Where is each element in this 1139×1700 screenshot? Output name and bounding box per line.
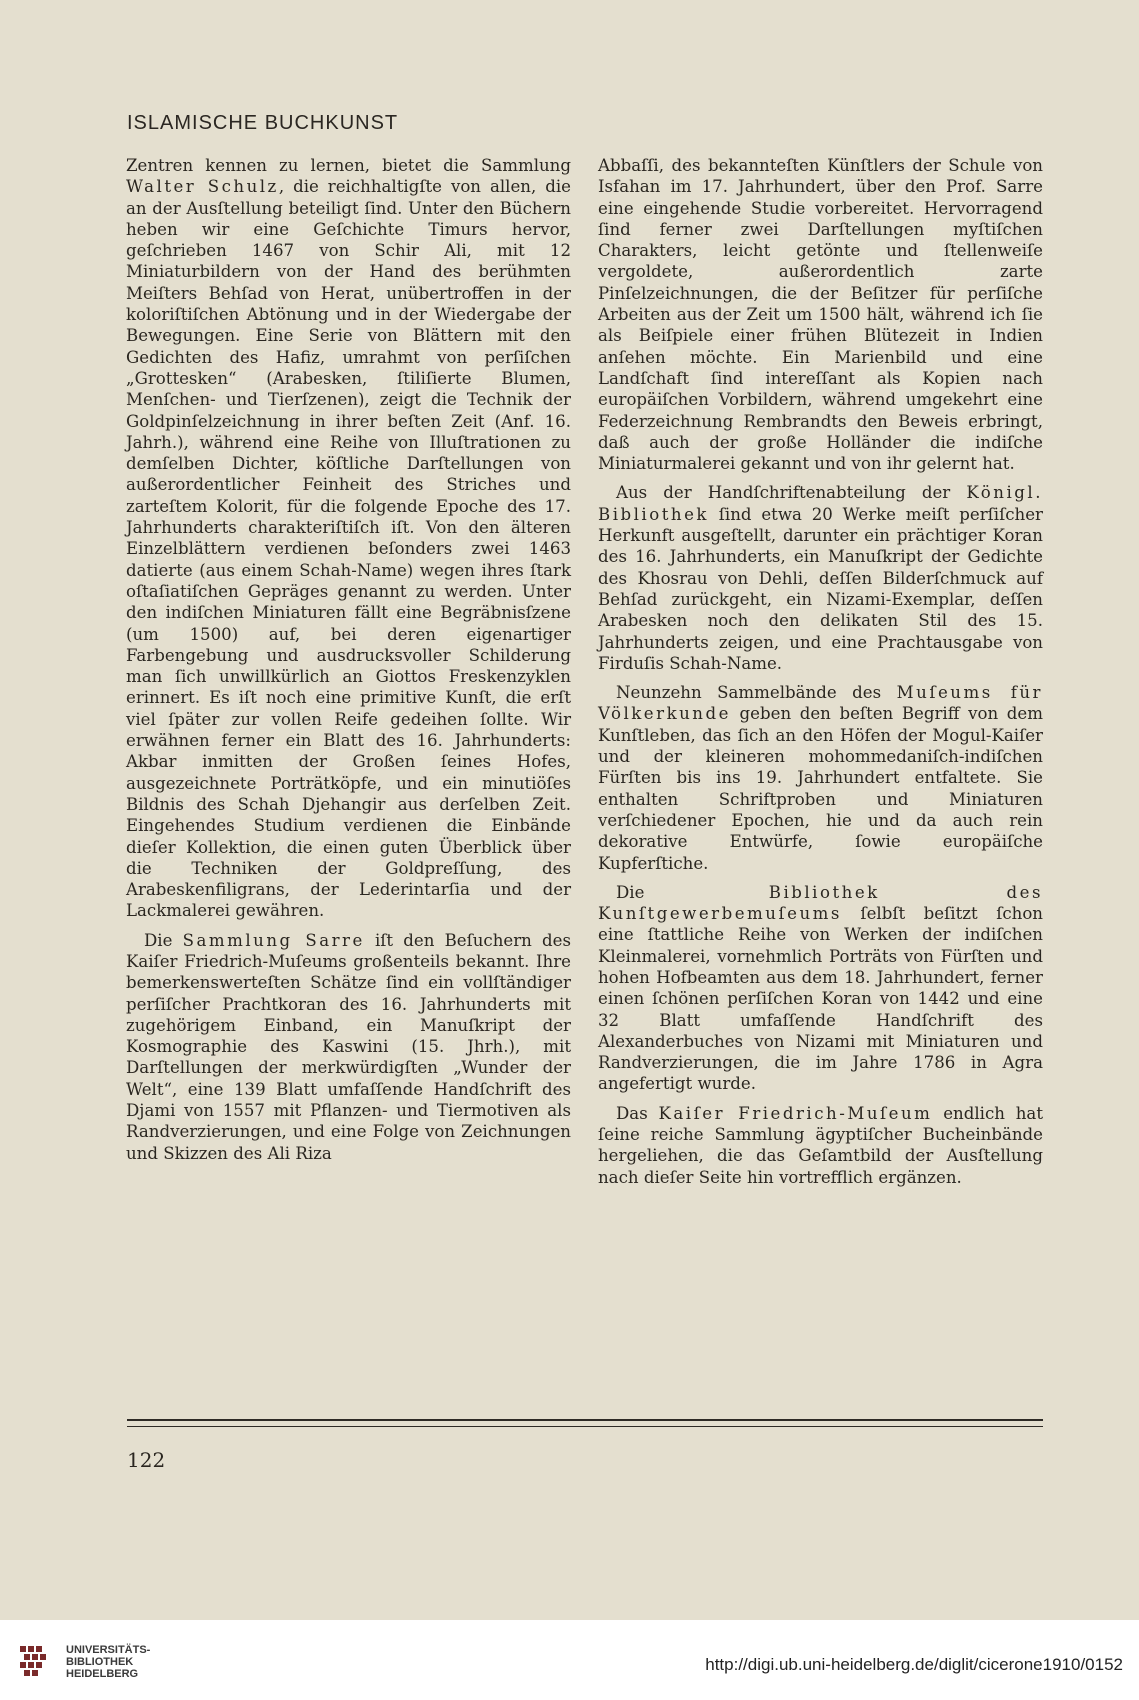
spaced-name: Sammlung Sarre xyxy=(182,930,365,950)
text-run: Die xyxy=(144,930,183,950)
page-number: 122 xyxy=(127,1448,166,1472)
paragraph xyxy=(598,682,1043,874)
paragraph: Abbaſſi, des bekannteſten Künſtlers der Schule von Isfahan im 17. Jahrhundert, über den Prof. Sarre eine eingehende Studie vorbereitet. Hervorragend ſind ferner zwei Darſtellungen myſtiſchen Charakters, leicht getönte und ſtellenweiſe vergoldete, außerordentlich zarte Pinſelzeichnungen, die der Beſitzer für perſiſche Arbeiten aus der Zeit um 1500 hält, während ich ſie als Beiſpiele einer frühen Blütezeit in Indien anſehen möchte. Ein Marienbild und eine Landſchaft ſind intereſſant als Kopien nach europäiſchen Vorbildern, während umgekehrt eine Federzeichnung Rembrandts den Beweis erbringt, daß auch der große Holländer die indiſche Miniaturmalerei gekannt und von ihr gelernt hat. xyxy=(598,156,1043,474)
text-run: iſt den Beſuchern des Kaiſer Friedrich-Muſeums großenteils bekannt. Ihre bemerkenswerteſten Schätze ſind ein vollſtändiger perſiſcher Prachtkoran des 16. Jahrhunderts mit zugehörigem Einband, ein Manuſkript der Kosmographie des Kaswini (15. Jhrh.), mit Darſtellungen der merkwürdigſten „Wunder der Welt“, eine 139 Blatt umfaſſende Handſchrift des Djami von 1557 mit Pflanzen- und Tiermotiven als Randverzierungen, und eine Folge von Zeichnungen und Skizzen des Ali Riza xyxy=(126,930,571,1163)
spaced-name: Walter Schulz xyxy=(126,177,279,197)
paragraph xyxy=(598,1103,1043,1188)
text-run: geben den beſten Begriff von dem Kunſtleben, das ſich an den Höfen der Mogul-Kaiſer und der kleineren mohommedaniſch-indiſchen Fürſten bis ins 19. Jahrhundert entfaltete. Sie enthalten Schriftproben und Miniaturen verſchiedener Epochen, hie und da auch rein dekorative Entwürfe, ſowie europäiſche Kupferſtiche. xyxy=(598,704,1043,873)
library-logo-icon xyxy=(16,1642,56,1682)
paragraph xyxy=(598,482,1043,674)
footer-rule-thin xyxy=(127,1426,1043,1427)
text-run: Zentren kennen zu lernen, bietet die Sammlung xyxy=(126,156,571,175)
text-run: Die xyxy=(616,882,769,902)
footer-rule-thick xyxy=(127,1419,1043,1421)
paragraph xyxy=(126,155,571,922)
text-run: Neunzehn Sammelbände des xyxy=(616,683,897,703)
library-name-line: BIBLIOTHEK xyxy=(66,1656,134,1668)
library-name-line: UNIVERSITÄTS- xyxy=(66,1644,151,1656)
library-name-line: HEIDELBERG xyxy=(66,1668,139,1680)
spaced-name: Königl. Bibliothek xyxy=(598,483,1043,524)
text-run: Das xyxy=(616,1103,659,1123)
paragraph xyxy=(126,930,571,1164)
text-run: , die reichhaltigſte von allen, die an der Ausſtellung beteiligt ſind. Unter den Büchern heben wir eine Geſchichte Timurs hervor, geſchrieben 1467 von Schir Ali, mit 12 Miniaturbildern von der Hand des berühmten Meiſters Behſad von Herat, unübertroffen in der koloriſtiſchen Abtönung und in der Wiedergabe der Bewegungen. Eine Serie von Blättern mit den Gedichten des Hafiz, umrahmt von perſiſchen „Grottesken“ (Arabesken, ſtiliſierte Blumen, Menſchen- und Tierſzenen), zeigt die Technik der Goldpinſelzeichnung in ihrer beſten Zeit (Anf. 16. Jahrh.), während eine Reihe von Illuſtrationen zu demſelben Dichter, köſtliche Darſtellungen von außerordentlicher Feinheit des Striches und zarteſtem Kolorit, für die folgende Epoche des 17. Jahrhunderts charakteriſtiſch iſt. Von den älteren Einzelblättern verdienen beſonders zwei 1463 datierte (aus einem Schah-Name) wegen ihres ſtark oſtaſiatiſchen Gepräges genannt zu werden. Unter den indiſchen Miniaturen fällt eine Begräbnisſzene (um 1500) auf, bei deren eigenartiger Farbengebung und ausdrucksvoller Schilderung man ſich unwillkürlich an Giottos Freskenzyklen erinnert. Es iſt noch eine primitive Kunſt, die erſt viel ſpäter zur vollen Reife gedeihen ſollte. Wir erwähnen ferner ein Blatt des 16. Jahrhunderts: Akbar inmitten der Großen ſeines Hofes, ausgezeichnete Porträtköpfe, und ein minutiöſes Bildnis des Schah Djehangir aus derſelben Zeit. Eingehendes Studium verdienen die Einbände dieſer Kollektion, die einen guten Überblick über die Techniken der Goldpreſſung, des Arabeskenfiligrans, der Lederintarſia und der Lackmalerei gewähren. xyxy=(126,177,571,921)
text-run: ſind etwa 20 Werke meiſt perſiſcher Herkunft ausgeſtellt, darunter ein prächtiger Koran des 16. Jahrhunderts, ein Manuſkript der Gedichte des Khosrau von Dehli, deſſen Bilderſchmuck auf Behſad zurückgeht, ein Nizami-Exemplar, deſſen Arabesken noch den delikaten Stil des 15. Jahrhunderts zeigen, und eine Prachtausgabe von Firduſis Schah-Name. xyxy=(598,504,1043,673)
running-head: ISLAMISCHE BUCHKUNST xyxy=(127,112,399,134)
source-url-link[interactable]: http://digi.ub.uni-heidelberg.de/diglit/cicerone1910/0152 xyxy=(705,1655,1123,1674)
spaced-name: Kaiſer Friedrich-Muſeum xyxy=(658,1103,933,1123)
text-run: ſelbſt beſitzt ſchon eine ſtattliche Reihe von Werken der indiſchen Kleinmalerei, vornehmlich Porträts von Fürſten und hohen Hofbeamten aus dem 18. Jahrhundert, ferner einen ſchönen perſiſchen Koran von 1442 und eine 32 Blatt umfaſſende Handſchrift des Alexanderbuches von Nizami mit Miniaturen und Randverzierungen, die im Jahre 1786 in Agra angefertigt wurde. xyxy=(598,904,1043,1094)
spaced-name: Bibliothek des Kunſtgewerbemuſeums xyxy=(598,882,1043,924)
paragraph xyxy=(598,882,1043,1095)
text-run: Aus der Handſchriftenabteilung der xyxy=(616,483,967,503)
left-column xyxy=(126,155,571,1164)
right-column xyxy=(598,155,1043,1188)
library-name xyxy=(66,1644,150,1680)
digitization-footer xyxy=(0,1620,1139,1700)
text-run: endlich hat ſeine reiche Sammlung ägyptiſcher Bucheinbände hergeliehen, die das Geſamtbild der Ausſtellung nach dieſer Seite hin vortrefflich ergänzen. xyxy=(598,1103,1043,1187)
spaced-name: Muſeums für Völkerkunde xyxy=(598,683,1043,724)
